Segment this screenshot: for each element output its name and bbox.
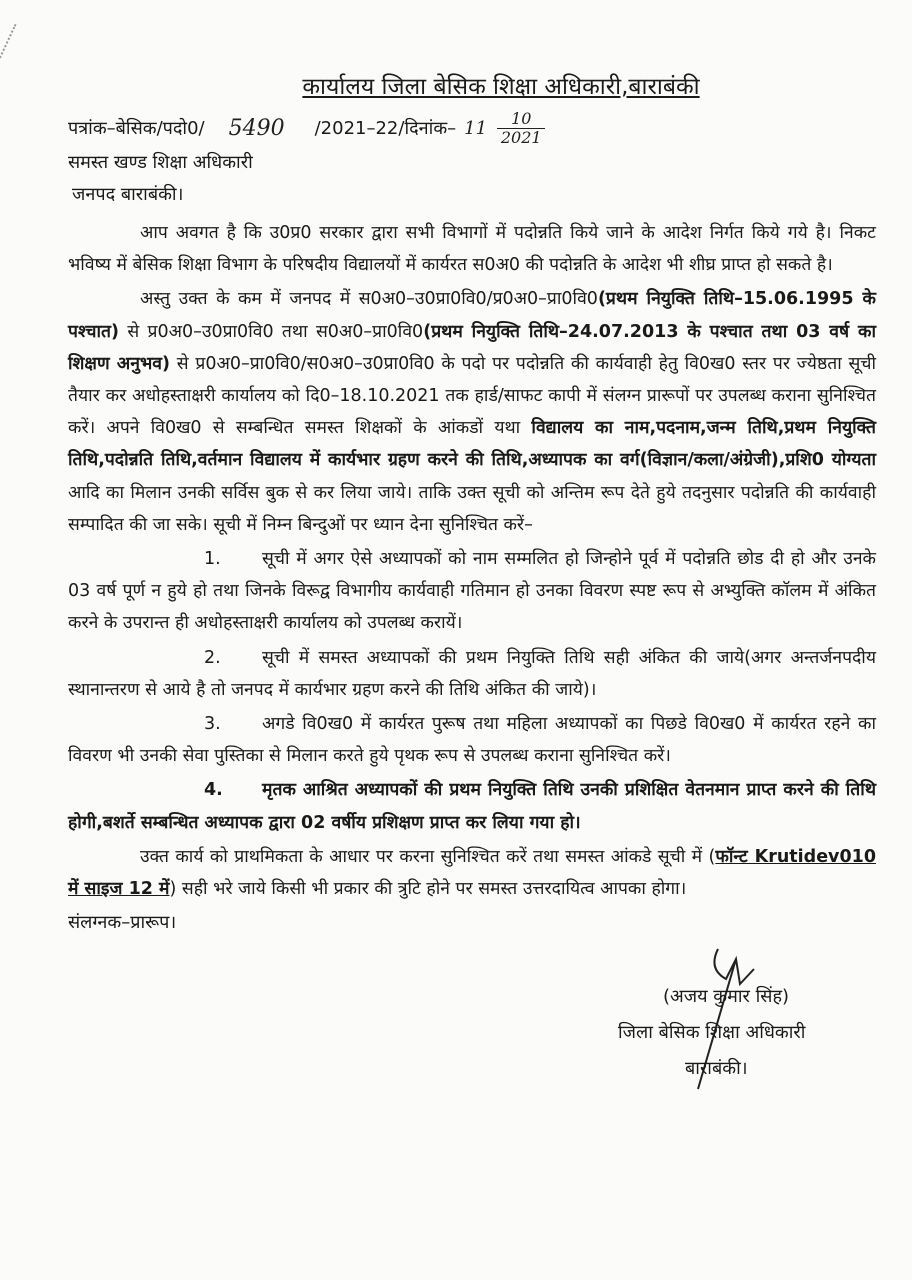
para2-text: से प्र0अ0–प्रा0वि0/स0अ0–उ0प्रा0वि0 के पदो पर पदोन्नति की कार्यवाही हेतु वि0ख0 स्तर पर ज्येष्ठता सूची तैयार कर अधोहस्ताक्षरी कार्यालय को दि0–18.10.2021 तक हार्ड/साफट कापी में संलग्न प्रारूपों पर उपलब्ध कराना सुनिश्चित करें। अपने वि0ख0 से सम्बन्धित समस्त शिक्षकों के आंकडों यथा [68,353,876,439]
addressee-line2: जनपद बाराबंकी। [72,184,184,205]
item-text: सूची में समस्त अध्यापकों की प्रथम नियुक्ति तिथि सही अंकित की जाये(अगर अन्तर्जनपदीय स्थानान्तरण से आये है तो जनपद में कार्यभार ग्रहण करने की तिथि अंकित की जाये)। [68,647,876,700]
para2-text: से प्र0अ0–उ0प्रा0वि0 तथा स0अ0–प्रा0वि0 [119,321,424,342]
office-title [0,0,912,102]
paragraph-3 [68,841,876,905]
para2-bold-date2: (प्रथम नियुक्ति तिथि–24.07.2013 के पश्चात तथा 03 वर्ष का शिक्षण अनुभव) [68,321,876,374]
date-handwritten [464,110,545,147]
office-title-text: कार्यालय जिला बेसिक शिक्षा अधिकारी,बाराबंकी [302,74,700,100]
date-month: 10 [497,110,545,129]
item-number: 4. [204,780,223,801]
list-item [68,543,876,640]
para3-text: उक्त कार्य को प्राथमिकता के आधार पर करना सुनिश्चित करें तथा समस्त आंकडे सूची में ( [140,846,716,867]
signatory-name: (अजय कुमार सिंह) [663,986,790,1008]
list-item [68,642,876,706]
signatory-designation: जिला बेसिक शिक्षा अधिकारी [618,1022,806,1044]
signature-block [618,949,878,1087]
date-year: 2021 [500,128,542,147]
para2-bold-fields: विद्यालय का नाम,पदनाम,जन्म तिथि,प्रथम नियुक्ति तिथि,पदोन्नति तिथि,वर्तमान विद्यालय में कार्यभार ग्रहण करने की तिथि,अध्यापक का वर्ग(विज्ञान/कला/अंग्रेजी),प्रशि0 योग्यता [68,418,876,471]
item-number: 2. [204,647,221,668]
para3-font-instruction: फॉन्ट Krutidev010 में साइज 12 में [68,846,876,900]
para2-bold-date1: (प्रथम नियुक्ति तिथि–15.06.1995 के पश्चात) [68,289,876,342]
letter-number-row [68,110,876,147]
list-item [68,708,876,772]
paragraph-1: आप अवगत है कि उ0प्र0 सरकार द्वारा सभी विभागों में पदोन्नति किये जाने के आदेश निर्गत किये गये है। निकट भविष्य में बेसिक शिक्षा विभाग के परिषदीय विद्यालयों में कार्यरत स0अ0 की पदोन्नति के आदेश भी शीघ्र प्राप्त हो सकते है। [68,223,876,276]
para2-text: अस्तु उक्त के कम में जनपद में स0अ0–उ0प्रा0वि0/प्र0अ0–प्रा0वि0 [140,289,598,310]
letter-body [68,217,876,1087]
letter-number-prefix: पत्रांक–बेसिक/पदो0/ [68,117,205,139]
para3-text: ) सही भरे जाये किसी भी प्रकार की त्रुटि होने पर समस्त उत्तरदायित्व आपका होगा। [169,879,687,900]
item-text: मृतक आश्रित अध्यापकों की प्रथम नियुक्ति तिथि उनकी प्रशिक्षित वेतनमान प्राप्त करने की तिथि होगी,बशर्ते सम्बन्धित अध्यापक द्वारा 02 वर्षीय प्रशिक्षण प्राप्त कर लिया गया हो। [68,780,876,833]
para2-text: आदि का मिलान उनकी सर्विस बुक से कर लिया जाये। ताकि उक्त सूची को अन्तिम रूप देते हुये तदनुसार पदोन्नति की कार्यवाही सम्पादित की जा सके। सूची में निम्न बिन्दुओं पर ध्यान देना सुनिश्चित करें– [68,482,876,535]
item-number: 1. [204,549,221,570]
paragraph-2 [68,283,876,541]
item-text: सूची में अगर ऐसे अध्यापकों को नाम सम्मलित हो जिन्होने पूर्व में पदोन्नति छोड दी हो और उनके 03 वर्ष पूर्ण न हुये हो तथा जिनके विरूद्व विभागीय कार्यवाही गतिमान हो उनका विवरण स्पष्ट रूप से अभ्युक्ति कॉलम में अंकित करने के उपरान्त ही अधोहस्ताक्षरी कार्यालय को उपलब्ध करायें। [68,549,876,634]
date-day: 11 [464,117,488,139]
signatory-place: बाराबंकी। [685,1058,748,1080]
date-fraction [497,110,545,147]
enclosure-note: संलग्नक–प्रारूप। [68,912,177,934]
item-text: अगडे वि0ख0 में कार्यरत पुरूष तथा महिला अध्यापकों का पिछडे वि0ख0 में कार्यरत रहने का विवरण भी उनकी सेवा पुस्तिका से मिलान करते हुये पृथक रूप से उपलब्ध कराना सुनिश्चित करें। [68,714,876,767]
addressee-line1: समस्त खण्ड शिक्षा अधिकारी [68,152,253,173]
letter-number-suffix: /2021–22/दिनांक– [314,117,457,139]
letter-number-handwritten: 5490 [228,115,285,141]
item-number: 3. [204,714,221,735]
list-item [68,774,876,838]
